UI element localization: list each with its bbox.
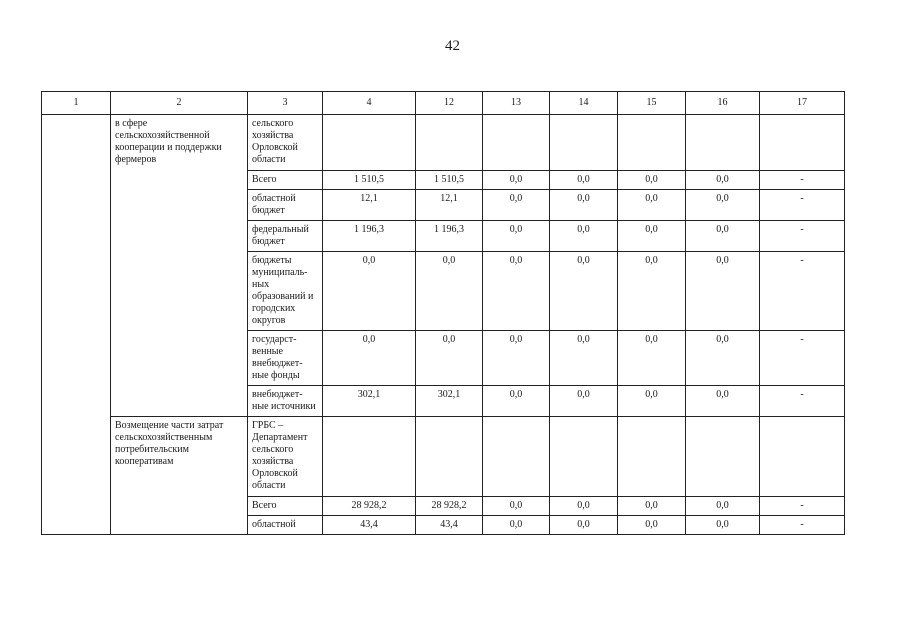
value-cell: 0,0 [618, 516, 686, 535]
column-header: 16 [686, 92, 760, 115]
table-cell [483, 417, 550, 497]
source-cell: государст-венные внебюджет-ные фонды [248, 331, 323, 386]
source-cell: областной [248, 516, 323, 535]
value-cell: 0,0 [618, 252, 686, 331]
owner-cell: сельского хозяйства Орловской области [248, 115, 323, 171]
source-cell: федеральный бюджет [248, 221, 323, 252]
table-header [42, 92, 845, 115]
table-cell [323, 417, 416, 497]
value-cell: 0,0 [686, 386, 760, 417]
value-cell: 0,0 [550, 497, 618, 516]
value-cell: - [760, 252, 845, 331]
value-cell: 0,0 [323, 331, 416, 386]
value-cell: 0,0 [550, 190, 618, 221]
value-cell: 0,0 [550, 386, 618, 417]
value-cell: 0,0 [550, 252, 618, 331]
table-row [42, 115, 845, 171]
table-cell [416, 115, 483, 171]
value-cell: 0,0 [686, 190, 760, 221]
value-cell: 0,0 [483, 386, 550, 417]
column-header: 3 [248, 92, 323, 115]
source-cell: Всего [248, 171, 323, 190]
value-cell: 0,0 [550, 516, 618, 535]
value-cell: 0,0 [550, 331, 618, 386]
value-cell: 0,0 [550, 171, 618, 190]
value-cell: 0,0 [618, 171, 686, 190]
value-cell: 12,1 [323, 190, 416, 221]
value-cell: 302,1 [416, 386, 483, 417]
value-cell: 0,0 [686, 171, 760, 190]
value-cell: 28 928,2 [416, 497, 483, 516]
value-cell: 0,0 [618, 221, 686, 252]
value-cell: 1 510,5 [323, 171, 416, 190]
value-cell: 0,0 [483, 190, 550, 221]
measure-name-cell: в сфере сельскохозяйственной кооперации и поддержки фермеров [111, 115, 248, 417]
value-cell: 302,1 [323, 386, 416, 417]
table-cell [618, 115, 686, 171]
value-cell: 0,0 [483, 497, 550, 516]
value-cell: 0,0 [416, 331, 483, 386]
page-number: 42 [445, 38, 460, 54]
value-cell: 43,4 [323, 516, 416, 535]
column-header: 17 [760, 92, 845, 115]
value-cell: 0,0 [416, 252, 483, 331]
value-cell: 0,0 [483, 171, 550, 190]
value-cell: 0,0 [618, 331, 686, 386]
table-cell [323, 115, 416, 171]
owner-cell: ГРБС – Департамент сельского хозяйства Орловской области [248, 417, 323, 497]
value-cell: 0,0 [483, 516, 550, 535]
value-cell: 0,0 [618, 190, 686, 221]
value-cell: 0,0 [686, 497, 760, 516]
table-cell [686, 417, 760, 497]
source-cell: областной бюджет [248, 190, 323, 221]
measure-name-cell: Возмещение части затрат сельскохозяйственным потребительским кооперативам [111, 417, 248, 535]
table-cell [550, 115, 618, 171]
value-cell: 0,0 [686, 331, 760, 386]
column-header: 2 [111, 92, 248, 115]
value-cell: 0,0 [483, 221, 550, 252]
value-cell: 28 928,2 [323, 497, 416, 516]
value-cell: 0,0 [618, 386, 686, 417]
table-cell [618, 417, 686, 497]
value-cell: 0,0 [550, 221, 618, 252]
value-cell: - [760, 331, 845, 386]
value-cell: 0,0 [483, 331, 550, 386]
value-cell: - [760, 190, 845, 221]
table-cell [483, 115, 550, 171]
value-cell: - [760, 386, 845, 417]
source-cell: бюджеты муниципаль-ных образований и городских округов [248, 252, 323, 331]
value-cell: 43,4 [416, 516, 483, 535]
header-row [42, 92, 845, 115]
source-cell: внебюджет-ные источники [248, 386, 323, 417]
column-header: 1 [42, 92, 111, 115]
value-cell: 0,0 [323, 252, 416, 331]
table-cell [686, 115, 760, 171]
table-cell [416, 417, 483, 497]
value-cell: 0,0 [686, 221, 760, 252]
value-cell: 0,0 [686, 252, 760, 331]
value-cell: 1 196,3 [323, 221, 416, 252]
table-cell [760, 115, 845, 171]
table-row [42, 417, 845, 497]
column-header: 4 [323, 92, 416, 115]
column-header: 12 [416, 92, 483, 115]
value-cell: 1 510,5 [416, 171, 483, 190]
source-cell: Всего [248, 497, 323, 516]
budget-table [41, 91, 845, 535]
value-cell: 0,0 [618, 497, 686, 516]
value-cell: 12,1 [416, 190, 483, 221]
column-header: 13 [483, 92, 550, 115]
value-cell: - [760, 516, 845, 535]
value-cell: - [760, 221, 845, 252]
value-cell: - [760, 497, 845, 516]
table-cell [550, 417, 618, 497]
table-cell [760, 417, 845, 497]
value-cell: 0,0 [686, 516, 760, 535]
value-cell: 0,0 [483, 252, 550, 331]
column-header: 15 [618, 92, 686, 115]
value-cell: 1 196,3 [416, 221, 483, 252]
column-header: 14 [550, 92, 618, 115]
status-cell [42, 115, 111, 535]
value-cell: - [760, 171, 845, 190]
